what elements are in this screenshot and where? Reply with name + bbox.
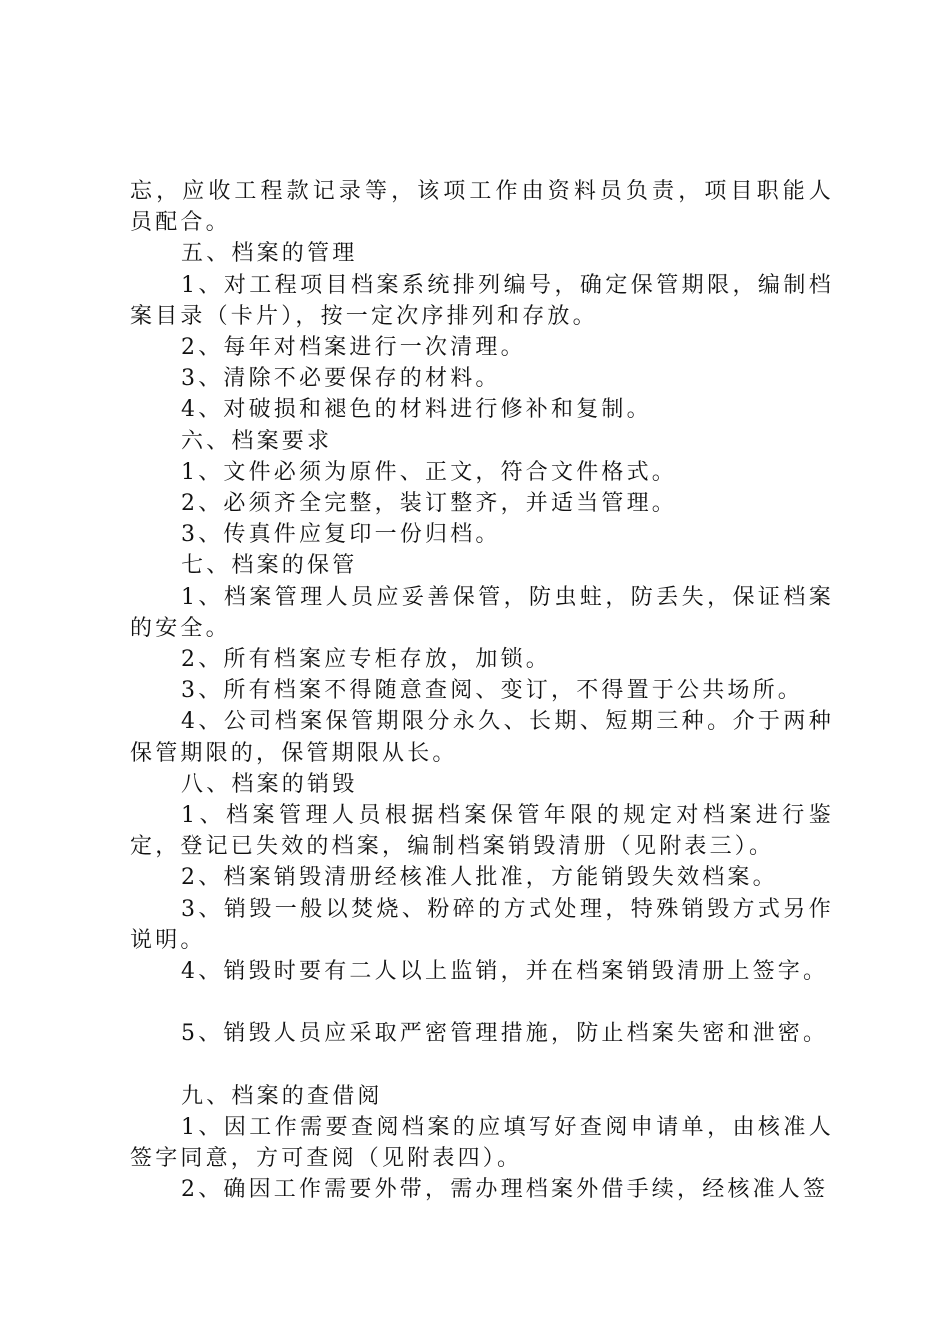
paragraph: 2、必须齐全完整，装订整齐，并适当管理。 (181, 491, 677, 517)
paragraph: 4、公司档案保管期限分永久、长期、短期三种。介于两种保管期限的，保管期限从长。 (130, 709, 834, 766)
paragraph: 3、传真件应复印一份归档。 (181, 522, 501, 548)
paragraph: 1、档案管理人员应妥善保管，防虫蛀，防丢失，保证档案的安全。 (130, 584, 834, 641)
paragraph: 2、档案销毁清册经核准人批准，方能销毁失效档案。 (181, 865, 778, 891)
section-heading-7: 七、档案的保管 (181, 553, 358, 579)
paragraph: 2、每年对档案进行一次清理。 (181, 335, 526, 361)
paragraph: 3、清除不必要保存的材料。 (181, 366, 501, 392)
section-heading-9: 九、档案的查借阅 (181, 1083, 383, 1109)
paragraph: 4、对破损和褪色的材料进行修补和复制。 (181, 397, 652, 423)
paragraph: 3、销毁一般以焚烧、粉碎的方式处理，特殊销毁方式另作说明。 (130, 896, 834, 953)
section-heading-6: 六、档案要求 (181, 428, 333, 454)
document-body (130, 176, 834, 1206)
paragraph: 1、文件必须为原件、正文，符合文件格式。 (181, 459, 677, 485)
paragraph: 1、档案管理人员根据档案保管年限的规定对档案进行鉴定，登记已失效的档案，编制档案销毁清册（见附表三）。 (130, 803, 834, 860)
blank-line (130, 987, 834, 1018)
section-heading-8: 八、档案的销毁 (181, 771, 358, 797)
paragraph: 4、销毁时要有二人以上监销，并在档案销毁清册上签字。 (181, 959, 829, 985)
paragraph: 5、销毁人员应采取严密管理措施，防止档案失密和泄密。 (181, 1021, 829, 1047)
paragraph: 3、所有档案不得随意查阅、变订，不得置于公共场所。 (181, 678, 803, 704)
paragraph: 2、确因工作需要外带，需办理档案外借手续，经核准人签 (181, 1177, 829, 1203)
section-heading-5: 五、档案的管理 (181, 241, 358, 267)
paragraph: 1、因工作需要查阅档案的应填写好查阅申请单，由核准人签字同意，方可查阅（见附表四）。 (130, 1115, 834, 1172)
paragraph: 2、所有档案应专柜存放，加锁。 (181, 647, 551, 673)
paragraph: 1、对工程项目档案系统排列编号，确定保管期限，编制档案目录（卡片），按一定次序排列和存放。 (130, 272, 834, 329)
paragraph-continuation: 忘，应收工程款记录等，该项工作由资料员负责，项目职能人员配合。 (130, 179, 834, 236)
blank-line (130, 1050, 834, 1081)
